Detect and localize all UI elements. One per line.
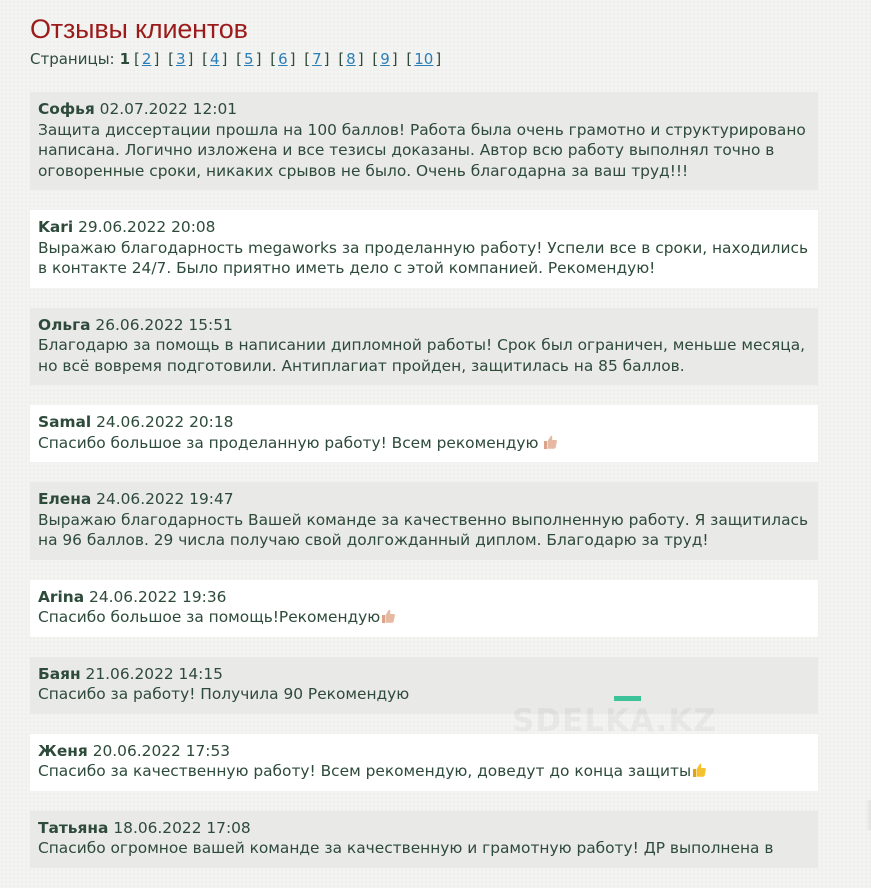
pagination-item: [ 7 ] bbox=[304, 50, 330, 68]
pagination-item: [ 10 ] bbox=[406, 50, 442, 68]
review-text: Защита диссертации прошла на 100 баллов! Работа была очень грамотно и структурировано написана. Логично изложена и все тезисы доказаны. Автор всю работу выполнял точно в оговоренные сроки, никаких срывов не было. Очень благодарна за ваш труд!!! bbox=[38, 120, 806, 180]
review-author: Ольга bbox=[38, 315, 91, 334]
pagination-item: [ 8 ] bbox=[338, 50, 364, 68]
pagination-item: [ 2 ] bbox=[134, 50, 160, 68]
pagination-label: Страницы: bbox=[30, 50, 115, 68]
pagination-item: [ 9 ] bbox=[372, 50, 398, 68]
review-author: Samal bbox=[38, 413, 92, 431]
review-card bbox=[30, 811, 818, 868]
review-author: Arina bbox=[38, 587, 85, 606]
page-link-8[interactable]: 8 bbox=[346, 50, 356, 68]
review-card bbox=[30, 580, 818, 637]
review-date: 26.06.2022 15:51 bbox=[95, 315, 233, 334]
review-date: 20.06.2022 17:53 bbox=[92, 741, 231, 760]
review-card bbox=[30, 734, 818, 791]
pagination-item: [ 5 ] bbox=[236, 50, 262, 68]
review-date: 18.06.2022 17:08 bbox=[113, 818, 251, 837]
thumbs-up-icon bbox=[691, 762, 707, 778]
review-text: Выражаю благодарность megaworks за проделанную работу! Успели все в сроки, находились в контакте 24/7. Было приятно иметь дело с этой компанией. Рекомендую! bbox=[38, 238, 809, 277]
review-card bbox=[30, 308, 818, 386]
review-text-line bbox=[38, 433, 810, 454]
review-date: 24.06.2022 19:36 bbox=[89, 587, 227, 606]
watermark-bar bbox=[614, 696, 641, 701]
review-date: 24.06.2022 19:47 bbox=[96, 490, 234, 508]
review-date: 02.07.2022 12:01 bbox=[99, 100, 238, 118]
review-author: Баян bbox=[38, 664, 81, 683]
pagination-item: [ 3 ] bbox=[168, 50, 194, 68]
review-author: Женя bbox=[38, 741, 88, 760]
review-author: Софья bbox=[38, 100, 95, 118]
page-link-4[interactable]: 4 bbox=[209, 50, 220, 68]
review-date: 21.06.2022 14:15 bbox=[85, 664, 223, 683]
review-text-line bbox=[38, 761, 810, 782]
review-text: Спасибо огромное вашей команде за качественную и грамотную работу! ДР выполнена в bbox=[38, 839, 774, 857]
review-author: Татьяна bbox=[38, 818, 109, 837]
review-text: Благодарю за помощь в написании дипломной работы! Срок был ограничен, меньше месяца, но всё вовремя подготовили. Антиплагиат пройден, защитилась на 85 баллов. bbox=[38, 336, 806, 375]
review-text-line bbox=[38, 607, 810, 628]
thumbs-up-icon bbox=[380, 608, 396, 624]
pagination-item: [ 6 ] bbox=[270, 50, 296, 68]
page-edge bbox=[865, 800, 871, 830]
watermark bbox=[512, 703, 717, 739]
reviews-list bbox=[30, 92, 818, 888]
review-card bbox=[30, 92, 818, 190]
page-title: Отзывы клиентов bbox=[30, 14, 248, 44]
page-link-7[interactable]: 7 bbox=[312, 50, 322, 68]
review-text: Спасибо большое за помощь!Рекомендую bbox=[38, 608, 381, 626]
pagination-current-page: 1 bbox=[119, 50, 131, 68]
review-text: Спасибо большое за проделанную работу! Всем рекомендую bbox=[38, 433, 539, 452]
thumbs-up-icon bbox=[542, 434, 558, 450]
review-card bbox=[30, 482, 818, 560]
review-text: Спасибо за качественную работу! Всем рекомендую, доведут до конца защиты bbox=[38, 762, 692, 780]
review-date: 29.06.2022 20:08 bbox=[78, 218, 216, 236]
review-date: 24.06.2022 20:18 bbox=[96, 413, 234, 431]
review-card bbox=[30, 405, 818, 462]
review-text: Выражаю благодарность Вашей команде за качественно выполненную работу. Я защитилась на 96 баллов. 29 числа получаю свой долгожданный диплом. Благодарю за труд! bbox=[38, 510, 809, 549]
review-card bbox=[30, 210, 818, 288]
pagination bbox=[30, 50, 445, 68]
page-link-5[interactable]: 5 bbox=[244, 50, 254, 68]
page-link-10[interactable]: 10 bbox=[414, 50, 434, 68]
page-link-3[interactable]: 3 bbox=[175, 50, 186, 68]
review-author: Kari bbox=[38, 218, 74, 236]
pagination-item: [ 4 ] bbox=[202, 50, 228, 68]
review-author: Елена bbox=[38, 490, 92, 508]
review-text: Спасибо за работу! Получила 90 Рекомендую bbox=[38, 685, 410, 703]
page-link-6[interactable]: 6 bbox=[278, 50, 288, 68]
page-link-9[interactable]: 9 bbox=[380, 50, 390, 68]
page-link-2[interactable]: 2 bbox=[141, 50, 152, 68]
